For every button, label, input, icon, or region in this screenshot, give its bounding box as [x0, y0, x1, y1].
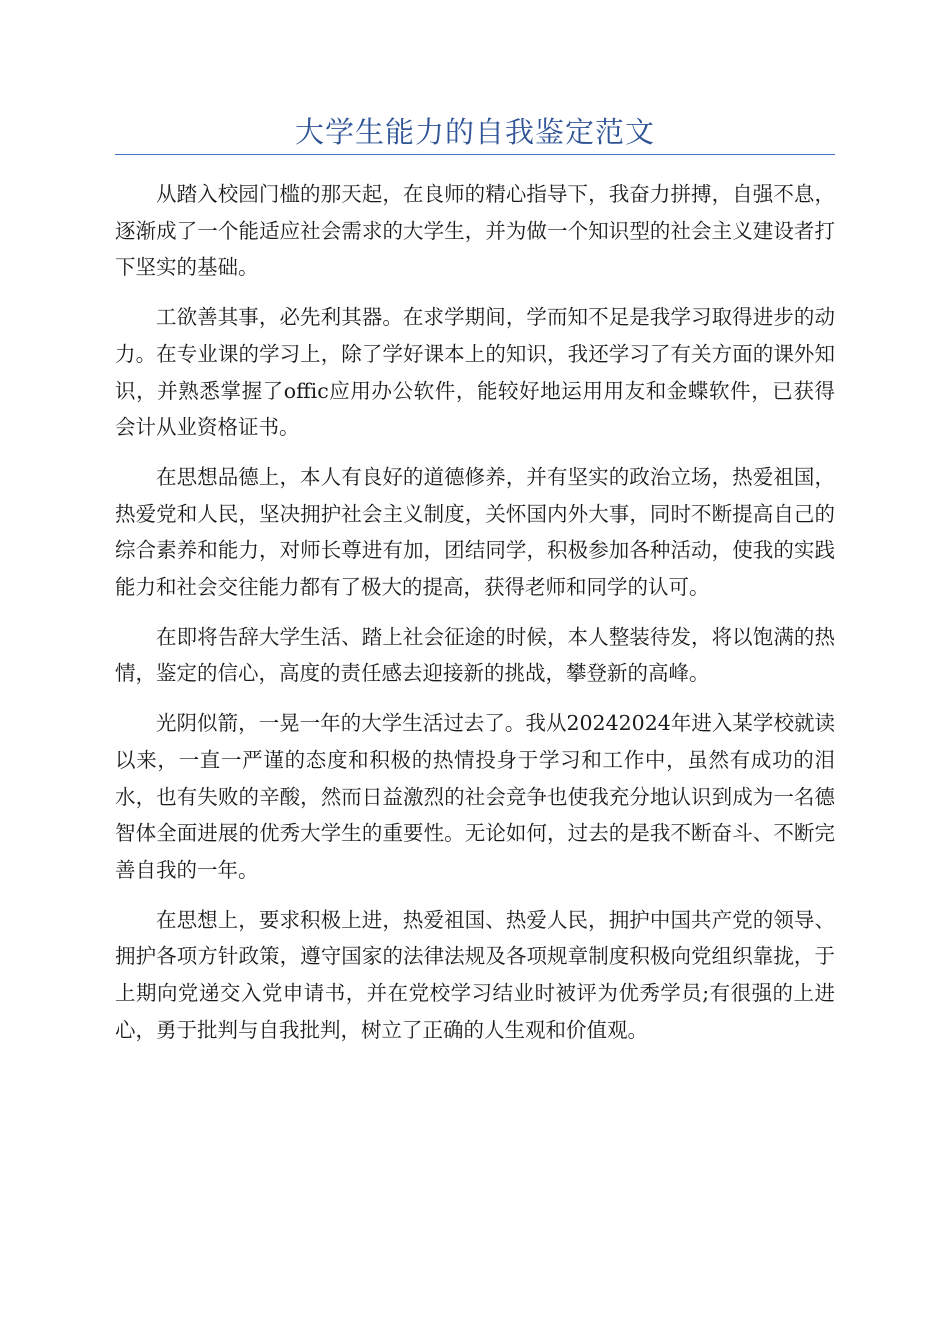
paragraph: 在即将告辞大学生活、踏上社会征途的时候，本人整装待发，将以饱满的热情，鉴定的信心，高度的责任感去迎接新的挑战，攀登新的高峰。	[115, 624, 835, 686]
document-title: 大学生能力的自我鉴定范文	[294, 115, 655, 149]
title-underline	[115, 154, 835, 155]
document-body	[115, 176, 835, 1061]
paragraph: 工欲善其事，必先利其器。在求学期间，学而知不足是我学习取得进步的动力。在专业课的学习上，除了学好课本上的知识，我还学习了有关方面的课外知识，并熟悉掌握了offic应用办公软件，能较好地运用用友和金蝶软件，已获得会计从业资格证书。	[115, 305, 835, 440]
paragraph: 从踏入校园门槛的那天起，在良师的精心指导下，我奋力拼搏，自强不息，逐渐成了一个能适应社会需求的大学生，并为做一个知识型的社会主义建设者打下坚实的基础。	[115, 182, 835, 280]
paragraph: 光阴似箭，一晃一年的大学生活过去了。我从20242024年进入某学校就读以来，一直一严谨的态度和积极的热情投身于学习和工作中，虽然有成功的泪水，也有失败的辛酸，然而日益激烈的社会竞争也使我充分地认识到成为一名德智体全面进展的优秀大学生的重要性。无论如何，过去的是我不断奋斗、不断完善自我的一年。	[115, 711, 835, 882]
paragraph: 在思想上，要求积极上进，热爱祖国、热爱人民，拥护中国共产党的领导、拥护各项方针政策，遵守国家的法律法规及各项规章制度积极向党组织靠拢，于上期向党递交入党申请书，并在党校学习结业时被评为优秀学员;有很强的上进心，勇于批判与自我批判，树立了正确的人生观和价值观。	[115, 907, 835, 1042]
paragraph: 在思想品德上，本人有良好的道德修养，并有坚实的政治立场，热爱祖国，热爱党和人民，坚决拥护社会主义制度，关怀国内外大事，同时不断提高自己的综合素养和能力，对师长尊进有加，团结同学，积极参加各种活动，使我的实践能力和社会交往能力都有了极大的提高，获得老师和同学的认可。	[115, 464, 835, 600]
